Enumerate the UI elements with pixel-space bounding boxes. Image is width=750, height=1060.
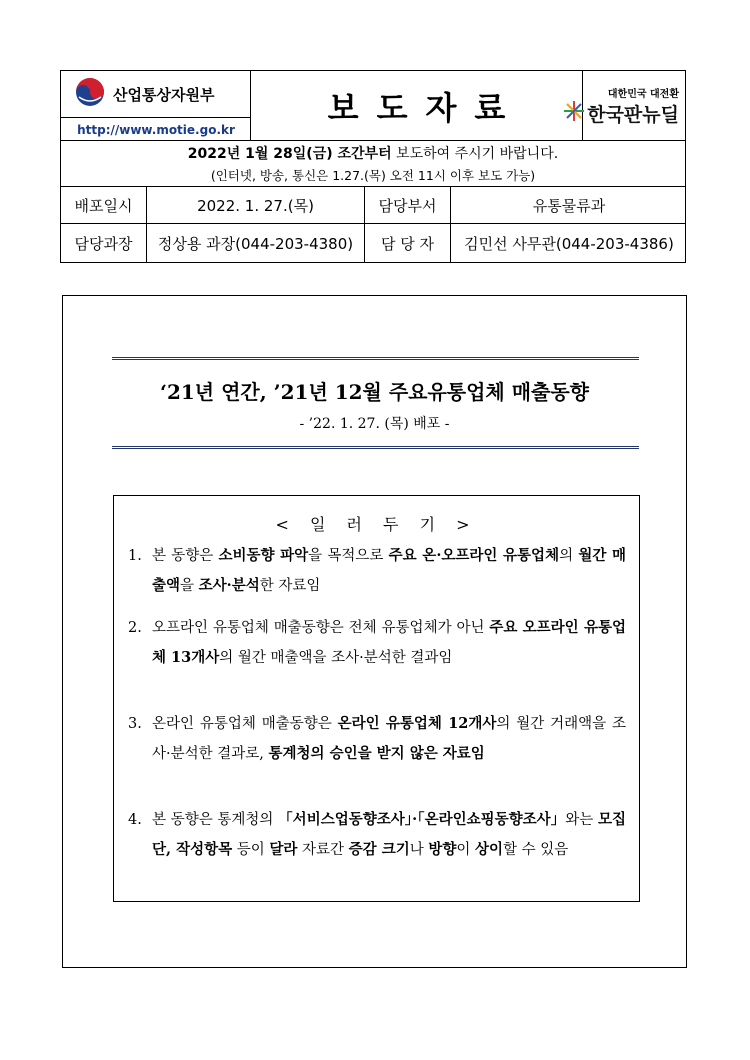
note-text-part: 한 자료임 <box>259 578 321 594</box>
brand-slogan: 대한민국 대전환 <box>607 88 679 100</box>
note-number: 3. <box>128 716 142 732</box>
header-row-title <box>61 71 685 141</box>
contact-value: 김민선 사무관(044-203-4386) <box>464 234 674 253</box>
note-text-bold: 주요 오프라인 유통업체 13개사 <box>152 619 626 666</box>
brand-name: 한국판뉴딜 <box>587 103 679 126</box>
manager-value: 정상용 과장(044-203-4380) <box>147 224 365 262</box>
ministry-name: 산업통상자원부 <box>113 85 215 104</box>
note-text-bold: 모집단, 작성항목 <box>152 811 627 858</box>
note-text-bold: 주요 온·오프라인 유통업체 <box>388 547 560 564</box>
new-deal-logo-cell <box>583 71 687 140</box>
note-text-part: 의 월간 매출액을 조사·분석한 결과임 <box>219 650 453 666</box>
note-text <box>152 805 626 865</box>
embargo-date: 2022년 1월 28일(금) 조간부터 <box>187 146 392 162</box>
note-text-bold: 증감 크기 <box>348 841 410 858</box>
note-number: 1. <box>128 548 142 564</box>
note-text <box>152 541 626 601</box>
note-number: 2. <box>128 620 142 636</box>
note-text <box>152 613 626 673</box>
dept-label: 담당부서 <box>365 187 451 223</box>
press-release-title: 보도자료 <box>251 71 583 140</box>
dist-date-value: 2022. 1. 27.(목) <box>147 187 365 223</box>
header-row-contacts <box>61 224 685 262</box>
dist-date-label: 배포일시 <box>61 187 147 223</box>
note-text-bold: 통계청의 승인을 받지 않은 자료임 <box>268 745 485 762</box>
header-row-distribution <box>61 187 685 224</box>
document-title: ‘21년 연간, ’21년 12월 주요유통업체 매출동향 <box>160 380 589 404</box>
note-item-4 <box>128 805 626 865</box>
note-item-3 <box>128 709 626 769</box>
brand-logo <box>563 100 679 127</box>
header-row-embargo <box>61 141 685 187</box>
press-header-table <box>60 70 686 263</box>
taegeuk-logo-icon <box>75 77 105 111</box>
note-item-1 <box>128 541 626 601</box>
note-text-part: 등이 <box>232 842 270 858</box>
note-text <box>152 709 626 769</box>
note-text-part: 이 <box>456 842 475 858</box>
note-text-bold: 방향 <box>428 841 457 858</box>
note-text-part: 온라인 유통업체 매출동향은 <box>152 716 338 732</box>
dept-value: 유통물류과 <box>532 196 606 215</box>
note-text-bold: 「서비스업동향조사」·「온라인쇼핑동향조사」 <box>278 811 566 828</box>
embargo-note: (인터넷, 방송, 통신은 1.27.(목) 오전 11시 이후 보도 가능) <box>210 168 536 183</box>
note-text-part: 본 동향은 통계청의 <box>152 812 279 828</box>
note-text-part: 을 목적으로 <box>308 548 389 564</box>
note-text-part: 의 월간 거래액을 조사·분석한 결과로, <box>152 716 626 762</box>
note-text-part: 본 동향은 <box>152 548 219 564</box>
note-text-bold: 월간 매출액 <box>152 547 626 594</box>
note-text-bold: 소비동향 파악 <box>218 547 309 564</box>
embargo-rest: 보도하여 주시기 바랍니다. <box>391 146 559 162</box>
notes-box <box>113 495 640 902</box>
notes-title: < 일 러 두 기 > <box>275 515 478 534</box>
star-burst-icon <box>563 100 585 127</box>
note-text-part: 할 수 있음 <box>503 842 569 858</box>
document-subtitle: - ’22. 1. 27. (목) 배포 - <box>299 416 450 432</box>
note-text-bold: 온라인 유통업체 12개사 <box>337 715 497 732</box>
note-text-part: 의 <box>559 548 579 564</box>
ministry-logo <box>61 71 251 117</box>
note-text-part: 자료간 <box>297 842 349 858</box>
title-bottom-rule <box>112 446 639 449</box>
note-text-bold: 달라 <box>269 841 298 858</box>
title-top-rule <box>112 357 639 360</box>
note-item-2 <box>128 613 626 673</box>
ministry-logo-cell <box>61 71 251 140</box>
note-text-part: 을 <box>180 578 199 594</box>
ministry-url-link[interactable]: http://www.motie.go.kr <box>61 117 251 141</box>
note-number: 4. <box>128 812 142 828</box>
manager-label: 담당과장 <box>61 224 147 262</box>
note-text-part: 오프라인 유통업체 매출동향은 전체 유통업체가 아닌 <box>152 620 490 636</box>
note-text-bold: 상이 <box>474 841 503 858</box>
note-text-bold: 조사·분석 <box>198 577 260 594</box>
contact-label: 담 당 자 <box>365 224 451 262</box>
note-text-part: 나 <box>409 842 429 858</box>
note-text-part: 와는 <box>565 812 598 828</box>
embargo-notice <box>61 141 685 186</box>
embargo-line <box>188 143 558 163</box>
